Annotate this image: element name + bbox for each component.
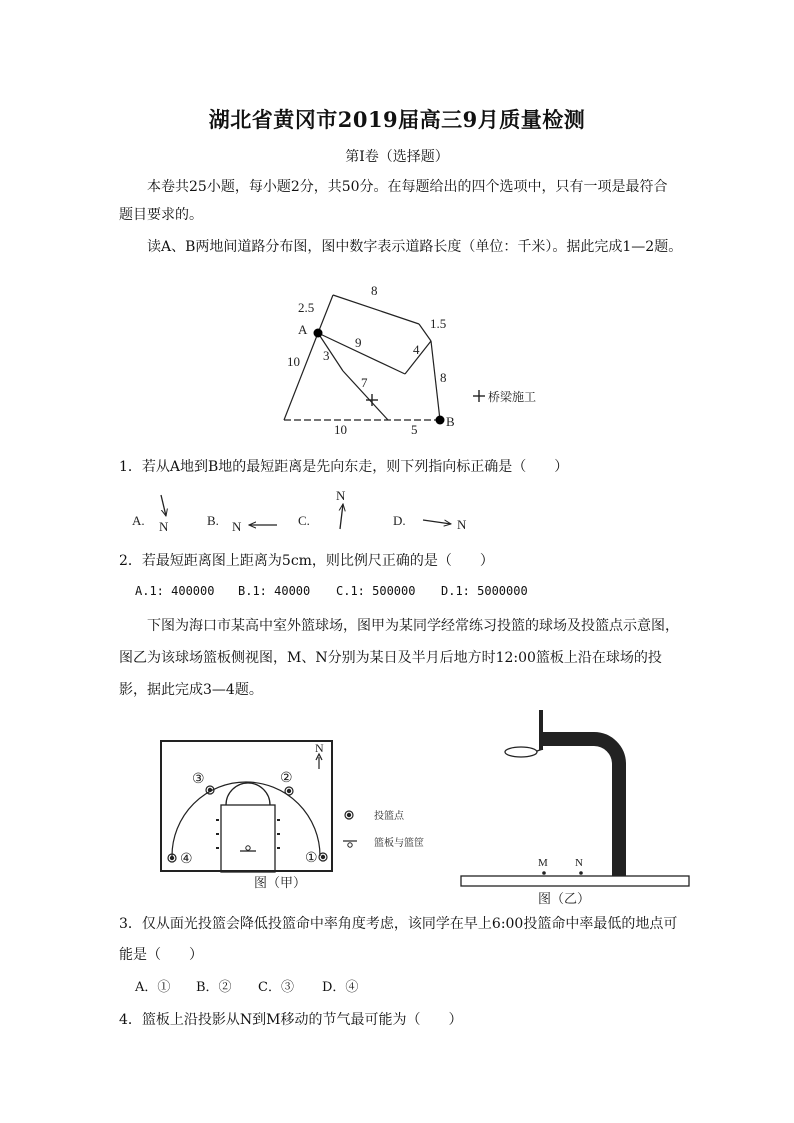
intro-questions-3-4: 下图为海口市某高中室外篮球场，图甲为某同学经常练习投篮的球场及投篮点示意图，图乙为该球场篮板侧视图，M、N分别为某日及半月后地方时12:00篮板上沿在球场的投影，据此完成3—4题。: [119, 618, 679, 698]
q3-option-a: A．①: [135, 980, 171, 995]
label-n: N: [575, 857, 583, 869]
q1-option-c-label: C.: [298, 513, 310, 528]
q1-option-d-arrow: [423, 520, 451, 524]
question-2-stem: 2．若最短距离图上距离为5cm，则比例尺正确的是（ ）: [119, 553, 494, 569]
key-area: [221, 805, 275, 872]
q1-option-c-n: N: [336, 488, 346, 503]
backboard: [539, 710, 543, 750]
len-10-left: 10: [287, 354, 300, 369]
question-4-stem: 4．篮板上沿投影从N到M移动的节气最可能为（ ）: [119, 1012, 463, 1028]
road-a-10: [284, 333, 318, 420]
figure-yi: [460, 705, 692, 905]
q1-option-a-label: A.: [132, 513, 145, 528]
len-7: 7: [361, 375, 368, 390]
shot-point-4-label: ④: [180, 852, 193, 867]
legend-point-label: 投篮点: [374, 811, 404, 822]
q1-option-c-arrow: [340, 504, 343, 529]
len-5: 5: [411, 422, 418, 437]
label-m: M: [538, 857, 548, 869]
q2-option-c: C.1: 500000: [336, 584, 416, 598]
shot-point-3-label: ③: [192, 772, 205, 787]
q1-option-a-arrow: [161, 495, 166, 516]
q1-option-d-n: N: [457, 517, 467, 532]
page-title: 湖北省黄冈市2019届高三9月质量检测: [208, 107, 586, 132]
q1-option-a-n: N: [159, 519, 169, 534]
hoop-rim: [505, 747, 537, 757]
len-3: 3: [323, 348, 330, 363]
question-3-stem-line2: 能是（ ）: [119, 947, 203, 963]
q3-option-b: B．②: [196, 980, 232, 995]
legend-bridge-label: 桥梁施工: [488, 390, 537, 404]
hoop-symbol: [246, 846, 250, 850]
q1-option-b-label: B.: [207, 513, 219, 528]
shot-point-2-label: ②: [280, 771, 293, 786]
len-10-bottom: 10: [334, 422, 347, 437]
len-4: 4: [413, 342, 420, 357]
ground-base: [461, 876, 689, 886]
q1-option-d-label: D.: [393, 513, 406, 528]
q2-option-b: B.1: 40000: [238, 584, 311, 598]
support-pole: [543, 739, 619, 876]
q1-option-b-n: N: [232, 519, 242, 534]
free-throw-arc: [226, 783, 270, 805]
label-a: A: [298, 322, 308, 337]
instructions-paragraph: 本卷共25小题，每小题2分，共50分。在每题给出的四个选项中，只有一项是最符合题目要求的。: [119, 179, 668, 223]
road-map-figure: [270, 276, 560, 442]
figure-yi-caption: 图（乙）: [538, 891, 591, 905]
road-top: [333, 295, 419, 324]
north-label: N: [315, 741, 324, 755]
question-3-stem-line1: 3．仅从面光投篮会降低投篮命中率角度考虑，该同学在早上6:00投篮命中率最低的地点可: [119, 916, 678, 932]
figure-jia: [158, 738, 458, 893]
section-heading: 第I卷（选择题）: [345, 149, 449, 165]
q2-option-a: A.1: 400000: [135, 584, 215, 598]
len-top: 8: [371, 283, 378, 298]
shot-point-1-label: ①: [305, 851, 318, 866]
q1-options: [125, 485, 485, 535]
len-8-right: 8: [440, 370, 447, 385]
q3-option-d: D．④: [322, 980, 359, 995]
question-1-stem: 1．若从A地到B地的最短距离是先向东走，则下列指向标正确是（ ）: [119, 459, 569, 475]
legend-hoop-symbol: [348, 843, 352, 847]
point-n-dot: [579, 871, 583, 875]
legend-hoop-label: 篮板与篮筐: [374, 838, 424, 849]
three-point-arc: [172, 782, 320, 856]
len-1-5: 1.5: [430, 316, 447, 331]
len-2-5: 2.5: [298, 300, 315, 315]
point-a-dot: [314, 329, 323, 338]
label-b: B: [446, 414, 455, 429]
point-b-dot: [436, 416, 445, 425]
road-a-top: [318, 295, 333, 333]
figure-jia-caption: 图（甲）: [254, 875, 307, 890]
len-9: 9: [355, 335, 362, 350]
intro-questions-1-2: 读A、B两地间道路分布图，图中数字表示道路长度（单位：千米）。据此完成1—2题。: [147, 239, 683, 255]
q2-option-d: D.1: 5000000: [441, 584, 528, 598]
q3-option-c: C．③: [258, 980, 294, 995]
road-8-right: [431, 341, 440, 420]
point-m-dot: [542, 871, 546, 875]
